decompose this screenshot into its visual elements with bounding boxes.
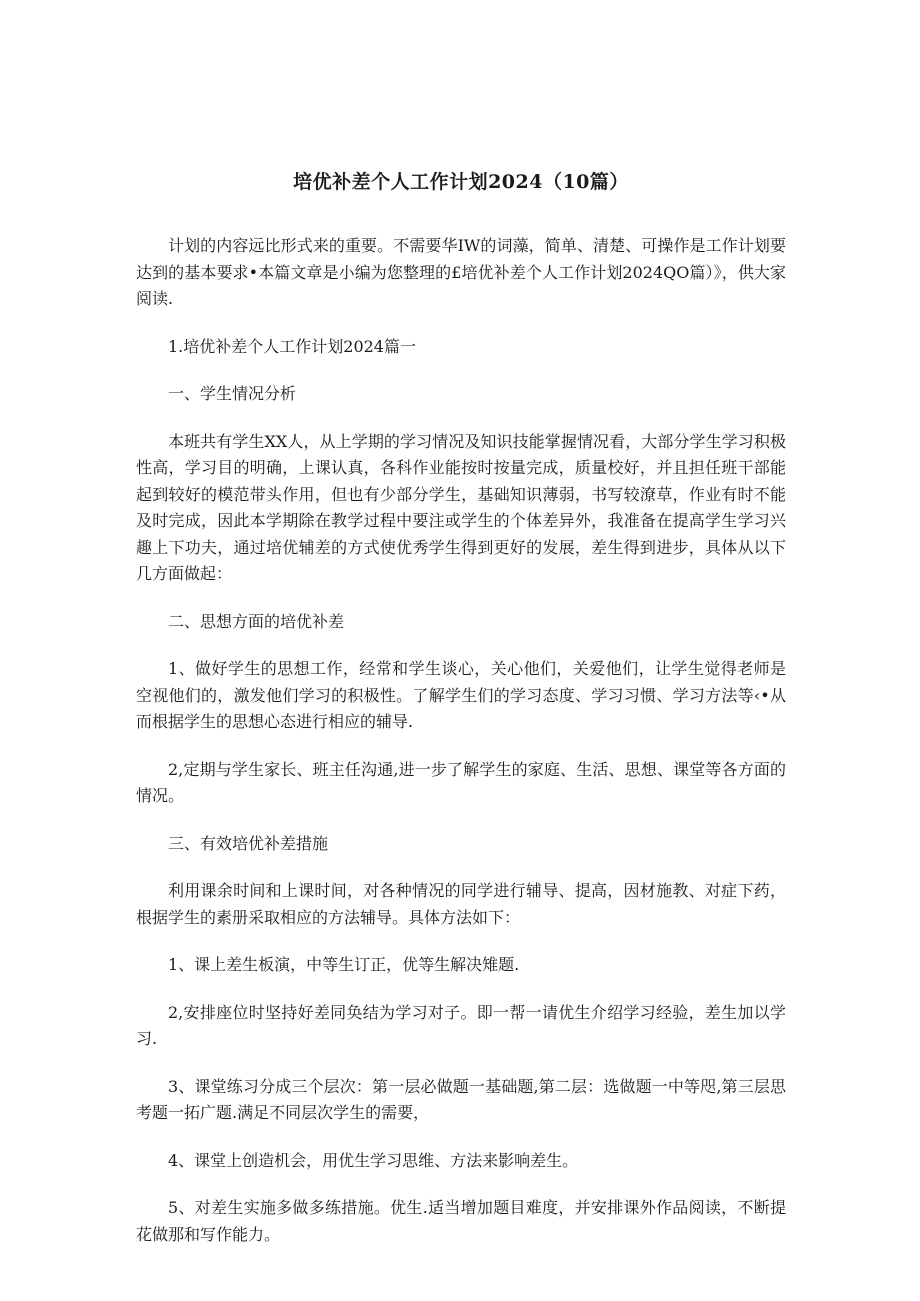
measures-item-2: 2,安排座位时坚持好差同奂结为学习对子。即一帮一请优生介绍学习经验，差生加以学习. — [136, 1002, 786, 1048]
section-heading-student-analysis: 一、学生情况分析 — [168, 384, 297, 403]
document-body — [136, 233, 786, 1269]
document-title: 培优补差个人工作计划2024（10篇） — [293, 171, 629, 193]
ideological-item-2: 2,定期与学生家长、班主任沟通,进一步了解学生的家庭、生活、思想、课堂等各方面的情况。 — [136, 759, 786, 805]
section-heading-measures: 三、有效培优补差措施 — [168, 833, 329, 853]
intro-paragraph: 计划的内容远比形式来的重要。不需要华IW的词藻，简单、清楚、可操作是工作计划要达到的基本要求•本篇文章是小编为您整理的£培优补差个人工作计划2024QO篇）》，供大家阅读. — [136, 236, 786, 308]
measures-item-3: 3、课堂练习分成三个层次：第一层必做题一基础题,第二层：选做题一中等咫,第三层思考题一拓广题.满足不同层次学生的需要， — [136, 1076, 786, 1122]
measures-item-5: 5、对差生实施多做多练措施。优生.适当增加题目难度，并安排课外作品阅读，不断提花做那和写作能力。 — [136, 1198, 786, 1244]
section-heading-ideological: 二、思想方面的培优补差 — [168, 611, 345, 631]
measures-intro-paragraph: 利用课余时间和上课时间，对各种情况的同学进行辅导、提高，因材施教、对症下药，根据学生的素册采取相应的方法辅导。具体方法如下： — [136, 881, 786, 927]
section-heading-plan-1: 1.培优补差个人工作计划2024篇一 — [168, 336, 416, 356]
measures-item-1: 1、课上差生板演，中等生订正，优等生解决雉题. — [168, 955, 520, 974]
student-analysis-paragraph: 本班共有学生XX人，从上学期的学习情况及知识技能掌握情况看，大部分学生学习积极性高，学习目的明确，上课认真，各科作业能按时按量完成，质量校好，并且担任班干部能起到较好的模范带头作用，但也有少部分学生，基础知识薄弱，书写较潦草，作业有时不能及时完成，因此本学期除在教学过程中要注或学生的个体差异外，我准备在提高学生学习兴趣上下功夫，通过培优辅差的方式使优秀学生得到更好的发展，差生得到进步，具体从以下几方面做起： — [136, 431, 786, 583]
ideological-item-1: 1、做好学生的思想工作，经常和学生谈心，关心他们，关爱他们，让学生觉得老师是空视他们的，激发他们学习的积极性。了解学生们的学习态度、学习习惯、学习方法等‹•从而根据学生的思想心态进行相应的辅导. — [136, 659, 786, 731]
measures-item-4: 4、课堂上创造机会，用优生学习思维、方法来影响差生。 — [168, 1150, 579, 1170]
